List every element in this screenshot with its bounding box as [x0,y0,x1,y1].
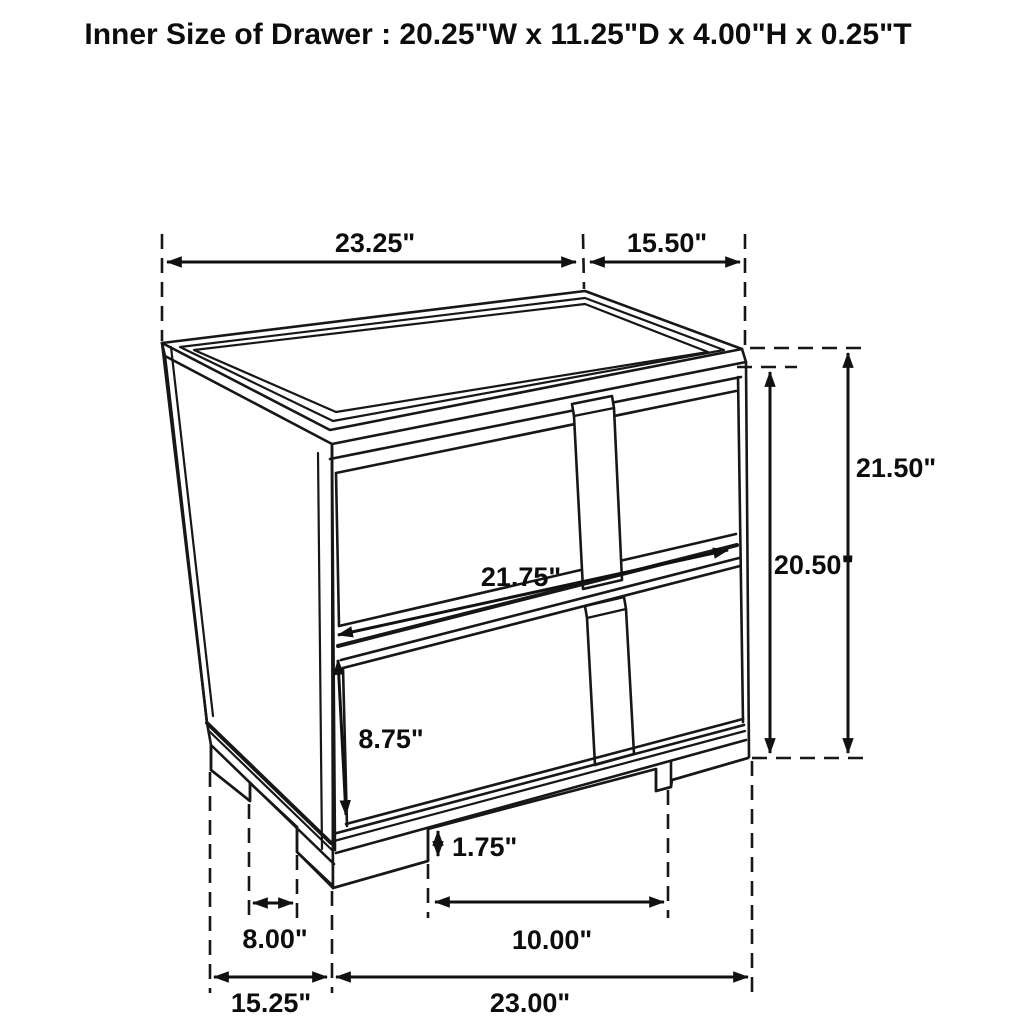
dim-label-top-width: 23.25" [334,228,416,258]
ext-top-middle [583,234,584,289]
dim-label-top-depth: 15.50" [626,228,708,258]
nightstand-drawing [162,291,749,888]
front-panel [332,362,749,888]
dim-label-side-leg-gap: 8.00" [242,924,308,954]
dim-label-lower-drawer-height: 8.75" [358,724,424,754]
top-slab-right-edge [742,349,746,362]
dim-label-floor-depth: 15.25" [230,988,312,1018]
dim-label-case-height: 20.50" [773,550,855,580]
dim-label-front-leg-gap: 10.00" [511,925,593,955]
dim-label-floor-width: 23.00" [489,988,571,1018]
dim-label-base-height: 1.75" [452,832,518,862]
diagram-title: Inner Size of Drawer : 20.25"W x 11.25"D x 4.00"H x 0.25"T [84,18,912,51]
dim-label-drawer-width: 21.75" [480,562,562,592]
lower-handle-strip [585,597,634,765]
dim-label-overall-height: 21.50" [855,453,937,483]
